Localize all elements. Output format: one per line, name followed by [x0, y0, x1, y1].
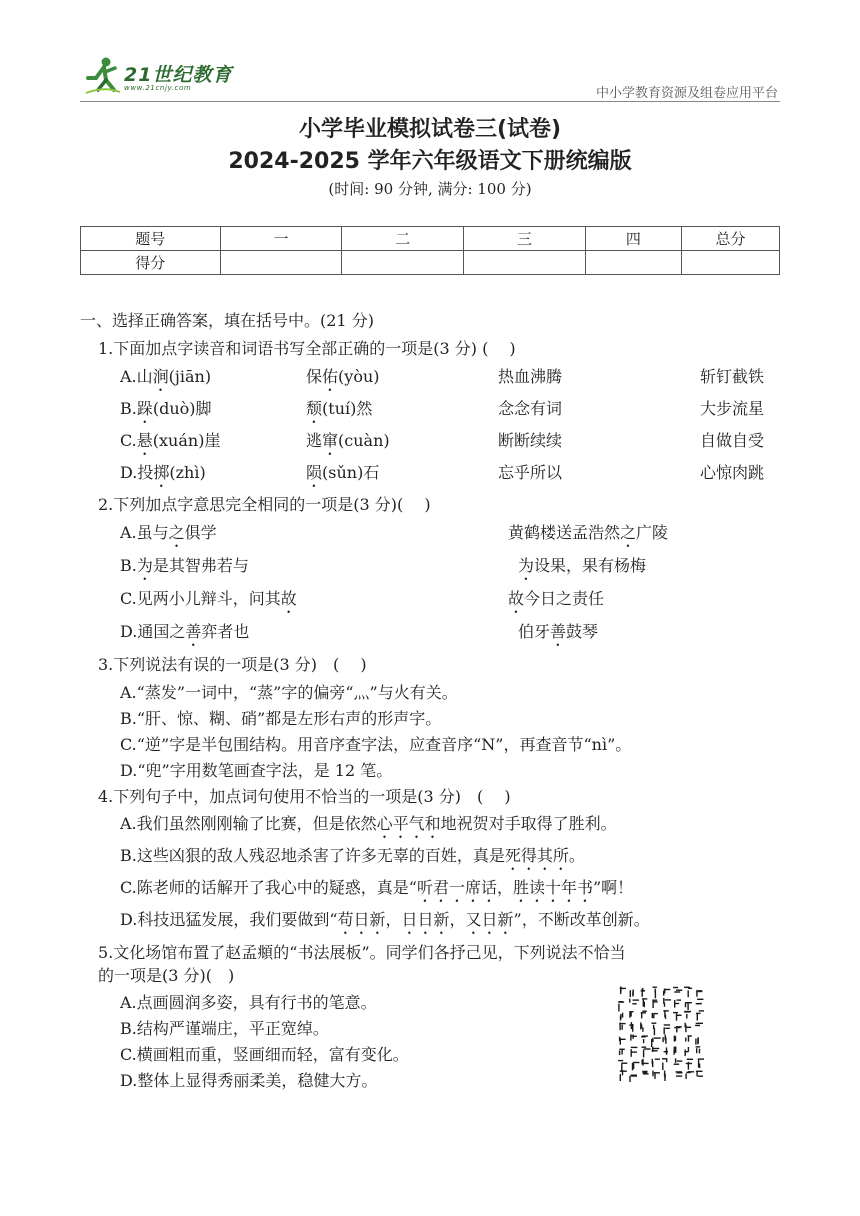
option-word-2: 颓(tuí)然 [306, 399, 373, 418]
calligraphy-stroke [632, 1036, 637, 1037]
option-word-2: 保佑(yòu) [306, 367, 380, 386]
calligraphy-stroke [630, 1034, 631, 1040]
calligraphy-stroke [653, 1048, 660, 1049]
calligraphy-stroke [655, 1059, 660, 1060]
q4-option-b: B.这些凶狠的敌人残忍地杀害了许多无辜的百姓，真是死得其所。 [120, 846, 585, 865]
calligraphy-stroke [698, 1076, 703, 1077]
calligraphy-stroke [631, 1022, 632, 1029]
calligraphy-stroke [633, 1035, 634, 1039]
calligraphy-stroke [676, 1026, 682, 1027]
calligraphy-stroke [665, 1035, 666, 1041]
calligraphy-stroke [631, 1075, 637, 1076]
logo-url: www.21cnjy.com [124, 84, 192, 92]
option-word-4: 大步流星 [700, 399, 765, 418]
score-cell[interactable] [585, 251, 681, 275]
calligraphy-stroke [619, 1023, 620, 1031]
q3-option-d: D.“兜”字用数笔画查字法，是 12 笔。 [120, 761, 393, 780]
calligraphy-stroke [698, 1023, 703, 1024]
exam-time-info: (时间: 90 分钟, 满分: 100 分) [328, 180, 532, 198]
calligraphy-stroke [644, 1002, 645, 1008]
exam-subtitle-grade: 2024-2025 学年六年级语文下册统编版 [228, 149, 632, 174]
option-word-4: 斩钉截铁 [700, 367, 765, 386]
calligraphy-stroke [674, 1064, 680, 1065]
calligraphy-stroke [632, 1003, 636, 1004]
running-figure-icon [84, 56, 122, 96]
calligraphy-stroke [697, 1003, 702, 1004]
option-word-4: 自做自受 [700, 431, 765, 450]
question-4-stem: 4.下列句子中，加点词句使用不恰当的一项是(3 分) ( ) [98, 787, 511, 806]
calligraphy-stroke [697, 999, 703, 1000]
calligraphy-stroke [685, 1023, 686, 1028]
calligraphy-stroke [685, 1050, 686, 1057]
option-right: 黄鹤楼送孟浩然之广陵 [508, 523, 669, 542]
exam-title: 小学毕业模拟试卷三(试卷) [298, 117, 562, 142]
calligraphy-stroke [677, 1015, 682, 1016]
score-header-cell: 总分 [681, 227, 779, 251]
calligraphy-stroke [688, 1036, 689, 1042]
option-left: A.虽与之俱学 [120, 523, 217, 542]
option-right: 故今日之责任 [508, 589, 605, 608]
calligraphy-stroke [641, 1012, 642, 1018]
calligraphy-stroke [662, 1063, 663, 1071]
calligraphy-stroke [666, 1047, 667, 1054]
score-header-cell: 三 [464, 227, 586, 251]
calligraphy-stroke [663, 1010, 669, 1011]
calligraphy-stroke [687, 1059, 693, 1060]
calligraphy-stroke [632, 1063, 633, 1071]
calligraphy-stroke [620, 1071, 627, 1072]
calligraphy-stroke [652, 1013, 653, 1018]
option-word-4: 心惊肉跳 [700, 463, 765, 482]
option-word-3: 断断续续 [498, 431, 563, 450]
calligraphy-stroke [652, 1059, 653, 1064]
calligraphy-stroke [644, 1048, 651, 1049]
score-header-cell: 二 [342, 227, 464, 251]
calligraphy-stroke [686, 1072, 691, 1073]
score-table-header-row [81, 227, 780, 251]
calligraphy-stroke [651, 1023, 656, 1024]
calligraphy-stroke [622, 1013, 623, 1018]
calligraphy-stroke [664, 1074, 665, 1081]
calligraphy-stroke [674, 1036, 675, 1042]
calligraphy-stroke [663, 998, 664, 1004]
calligraphy-stroke [643, 1050, 644, 1058]
calligraphy-stroke [688, 1047, 689, 1052]
calligraphy-stroke [686, 1027, 691, 1028]
q3-option-a: A.“蒸发”一词中，“蒸”字的偏旁“灬”与火有关。 [120, 683, 458, 702]
calligraphy-stroke [654, 1073, 655, 1079]
calligraphy-stroke [619, 1051, 620, 1056]
q3-option-c: C.“逆”字是半包围结构。用音序查字法，应查音序“N”，再查音节“nì”。 [120, 735, 632, 754]
section-heading: 一、选择正确答案，填在括号中。(21 分) [80, 311, 374, 330]
calligraphy-stroke [654, 1037, 661, 1038]
calligraphy-stroke [685, 1038, 686, 1042]
calligraphy-stroke [642, 998, 647, 999]
calligraphy-stroke [642, 1011, 647, 1012]
calligraphy-stroke [620, 987, 621, 995]
calligraphy-stroke [696, 1071, 697, 1076]
calligraphy-stroke [620, 1074, 621, 1081]
tagline: 中小学教育资源及组卷应用平台 [595, 86, 778, 101]
calligraphy-stroke [633, 1062, 640, 1063]
calligraphy-stroke [688, 1035, 692, 1036]
calligraphy-stroke [620, 1038, 621, 1045]
calligraphy-stroke [685, 1074, 686, 1079]
calligraphy-stroke [662, 1037, 663, 1042]
score-header-cell: 四 [585, 227, 681, 251]
calligraphy-stroke [676, 990, 682, 991]
question-2-stem: 2.下列加点字意思完全相同的一项是(3 分)( ) [98, 495, 431, 514]
score-table-row [81, 251, 780, 275]
q5-option-d: D.整体上显得秀丽柔美，稳健大方。 [120, 1071, 378, 1090]
calligraphy-stroke [665, 1015, 666, 1019]
q4-option-a: A.我们虽然刚刚输了比赛，但是依然心平气和地祝贺对手取得了胜利。 [120, 814, 617, 833]
score-header-cell: 一 [220, 227, 342, 251]
calligraphy-stroke [629, 999, 630, 1003]
calligraphy-stroke [621, 1063, 622, 1071]
calligraphy-stroke [642, 1072, 647, 1073]
q3-option-b: B.“肝、惊、糊、硝”都是左形右声的形声字。 [120, 709, 442, 728]
calligraphy-stroke [688, 988, 692, 989]
calligraphy-sample-image [614, 984, 704, 1084]
option-left: D.通国之善弈者也 [120, 622, 250, 641]
calligraphy-stroke [618, 1004, 619, 1012]
calligraphy-stroke [641, 1024, 642, 1028]
calligraphy-stroke [642, 1071, 647, 1072]
option-word-1: B.跺(duò)脚 [120, 399, 212, 418]
q5-option-b: B.结构严谨端庄，平正宽绰。 [120, 1019, 329, 1038]
calligraphy-stroke [630, 990, 631, 997]
q4-option-d: D.科技迅猛发展，我们要做到“苟日新，日日新，又日新”，不断改革创新。 [120, 910, 650, 929]
calligraphy-stroke [699, 1064, 700, 1069]
header-divider [80, 101, 780, 102]
calligraphy-stroke [697, 1013, 698, 1021]
calligraphy-stroke [699, 1049, 700, 1054]
calligraphy-stroke [664, 989, 665, 994]
calligraphy-stroke [652, 1047, 653, 1052]
option-word-3: 念念有词 [498, 399, 563, 418]
q5-option-a: A.点画圆润多姿，具有行书的笔意。 [120, 993, 377, 1012]
calligraphy-stroke [676, 1075, 682, 1076]
logo-text: 21世纪教育 [124, 64, 233, 86]
calligraphy-stroke [666, 1058, 667, 1062]
calligraphy-stroke [665, 1028, 670, 1029]
calligraphy-stroke [630, 1011, 634, 1012]
calligraphy-stroke [664, 1051, 668, 1052]
calligraphy-stroke [664, 1024, 670, 1025]
calligraphy-stroke [654, 1072, 660, 1073]
calligraphy-stroke [675, 1047, 676, 1053]
calligraphy-stroke [698, 1058, 704, 1059]
calligraphy-stroke [676, 1028, 677, 1033]
calligraphy-stroke [695, 1039, 696, 1045]
option-word-3: 忘乎所以 [498, 463, 563, 482]
calligraphy-stroke [673, 1012, 678, 1013]
calligraphy-stroke [655, 989, 656, 993]
calligraphy-stroke [697, 991, 702, 992]
question-1-stem: 1.下面加点字读音和词语书写全部正确的一项是(3 分) ( ) [98, 339, 516, 358]
question-5-stem: 5.文化场馆布置了赵孟頫的“书法展板”。同学们各抒己见，下列说法不恰当 [98, 943, 626, 962]
calligraphy-stroke [665, 999, 671, 1000]
calligraphy-stroke [674, 1000, 675, 1008]
calligraphy-stroke [676, 1013, 677, 1020]
calligraphy-stroke [651, 1039, 652, 1047]
logo [84, 56, 244, 98]
score-header-cell: 题号 [81, 227, 221, 251]
q4-option-c: C.陈老师的话解开了我心中的疑惑，真是“听君一席话，胜读十年书”啊！ [120, 878, 634, 897]
option-word-1: C.悬(xuán)崖 [120, 431, 221, 450]
option-left: B.为是其智弗若与 [120, 556, 249, 575]
score-cell[interactable] [342, 251, 464, 275]
calligraphy-stroke [653, 987, 657, 988]
calligraphy-stroke [642, 1035, 648, 1036]
calligraphy-stroke [654, 1028, 655, 1036]
calligraphy-stroke [674, 991, 680, 992]
calligraphy-stroke [654, 1013, 658, 1014]
calligraphy-stroke [643, 1073, 649, 1074]
calligraphy-stroke [618, 1060, 623, 1061]
calligraphy-stroke [631, 1049, 632, 1057]
calligraphy-stroke [619, 1001, 625, 1002]
question-3-stem: 3.下列说法有误的一项是(3 分) ( ) [98, 655, 367, 674]
option-word-1: A.山涧(jiān) [120, 367, 212, 386]
score-row-label: 得分 [81, 251, 221, 275]
calligraphy-stroke [621, 1063, 627, 1064]
calligraphy-stroke [674, 1047, 675, 1053]
q5-option-c: C.横画粗而重，竖画细而轻，富有变化。 [120, 1045, 409, 1064]
calligraphy-stroke [677, 1060, 683, 1061]
calligraphy-stroke [688, 1062, 689, 1070]
calligraphy-stroke [696, 1048, 697, 1053]
calligraphy-stroke [652, 1071, 653, 1077]
option-word-3: 热血沸腾 [498, 367, 563, 386]
calligraphy-stroke [695, 1025, 700, 1026]
score-table [80, 226, 780, 275]
calligraphy-stroke [632, 1024, 633, 1032]
option-word-2: 陨(sǔn)石 [306, 463, 380, 482]
calligraphy-stroke [629, 1012, 630, 1018]
calligraphy-stroke [621, 1049, 622, 1055]
option-word-2: 逃窜(cuàn) [306, 431, 390, 450]
option-left: C.见两小儿辩斗，问其故 [120, 589, 297, 608]
calligraphy-stroke [664, 1027, 665, 1034]
calligraphy-stroke [642, 1059, 643, 1066]
calligraphy-stroke [687, 1003, 688, 1010]
calligraphy-stroke [677, 999, 682, 1000]
calligraphy-stroke [642, 1047, 647, 1048]
calligraphy-stroke [673, 987, 678, 988]
calligraphy-stroke [686, 1014, 687, 1018]
calligraphy-stroke [654, 1001, 658, 1002]
score-cell[interactable] [464, 251, 586, 275]
calligraphy-stroke [697, 1038, 698, 1044]
calligraphy-stroke [684, 1011, 690, 1012]
calligraphy-stroke [620, 988, 626, 989]
calligraphy-stroke [675, 1058, 676, 1063]
calligraphy-stroke [631, 1047, 638, 1048]
calligraphy-stroke [631, 1051, 637, 1052]
option-right: 为设果，果有杨梅 [518, 556, 647, 575]
calligraphy-stroke [642, 988, 643, 992]
calligraphy-stroke [643, 1039, 644, 1043]
question-5-stem-cont: 的一项是(3 分)( ) [98, 966, 235, 985]
calligraphy-stroke [696, 1046, 701, 1047]
calligraphy-stroke [652, 1038, 653, 1042]
calligraphy-stroke [677, 1072, 683, 1073]
calligraphy-stroke [688, 990, 689, 997]
calligraphy-stroke [633, 999, 640, 1000]
calligraphy-stroke [632, 991, 633, 996]
score-cell[interactable] [681, 251, 779, 275]
calligraphy-stroke [622, 1025, 623, 1030]
option-right: 伯牙善鼓琴 [518, 622, 599, 641]
calligraphy-stroke [620, 1014, 621, 1019]
option-word-1: D.投掷(zhì) [120, 463, 206, 482]
calligraphy-stroke [699, 1010, 704, 1011]
calligraphy-stroke [642, 1027, 643, 1031]
score-cell[interactable] [220, 251, 342, 275]
calligraphy-stroke [685, 1003, 686, 1008]
calligraphy-stroke [629, 1076, 630, 1082]
calligraphy-stroke [662, 1058, 667, 1059]
